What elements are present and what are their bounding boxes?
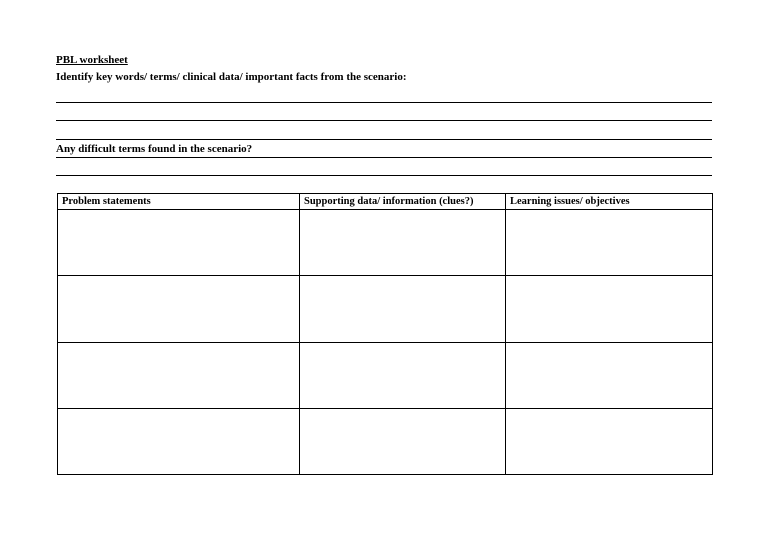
problem-statement-cell[interactable] <box>58 342 300 408</box>
header-problem-statements: Problem statements <box>58 194 300 210</box>
answer-line[interactable] <box>56 120 712 121</box>
header-supporting-data: Supporting data/ information (clues?) <box>300 194 506 210</box>
answer-line[interactable] <box>56 157 712 158</box>
answer-line[interactable] <box>56 139 712 140</box>
supporting-data-cell[interactable] <box>300 342 506 408</box>
supporting-data-cell[interactable] <box>300 276 506 342</box>
problem-statement-cell[interactable] <box>58 276 300 342</box>
table-row <box>58 408 713 474</box>
supporting-data-cell[interactable] <box>300 210 506 276</box>
header-learning-issues: Learning issues/ objectives <box>506 194 713 210</box>
worksheet-title: PBL worksheet <box>56 54 128 66</box>
table-header-row <box>58 194 713 210</box>
answer-line[interactable] <box>56 175 712 176</box>
table-row <box>58 276 713 342</box>
answer-line[interactable] <box>56 102 712 103</box>
table-row <box>58 210 713 276</box>
learning-issues-cell[interactable] <box>506 276 713 342</box>
pbl-table <box>57 193 713 475</box>
learning-issues-cell[interactable] <box>506 342 713 408</box>
key-facts-prompt: Identify key words/ terms/ clinical data/ important facts from the scenario: <box>56 71 407 83</box>
learning-issues-cell[interactable] <box>506 210 713 276</box>
learning-issues-cell[interactable] <box>506 408 713 474</box>
problem-statement-cell[interactable] <box>58 408 300 474</box>
supporting-data-cell[interactable] <box>300 408 506 474</box>
difficult-terms-prompt: Any difficult terms found in the scenario? <box>56 143 253 155</box>
problem-statement-cell[interactable] <box>58 210 300 276</box>
table-row <box>58 342 713 408</box>
